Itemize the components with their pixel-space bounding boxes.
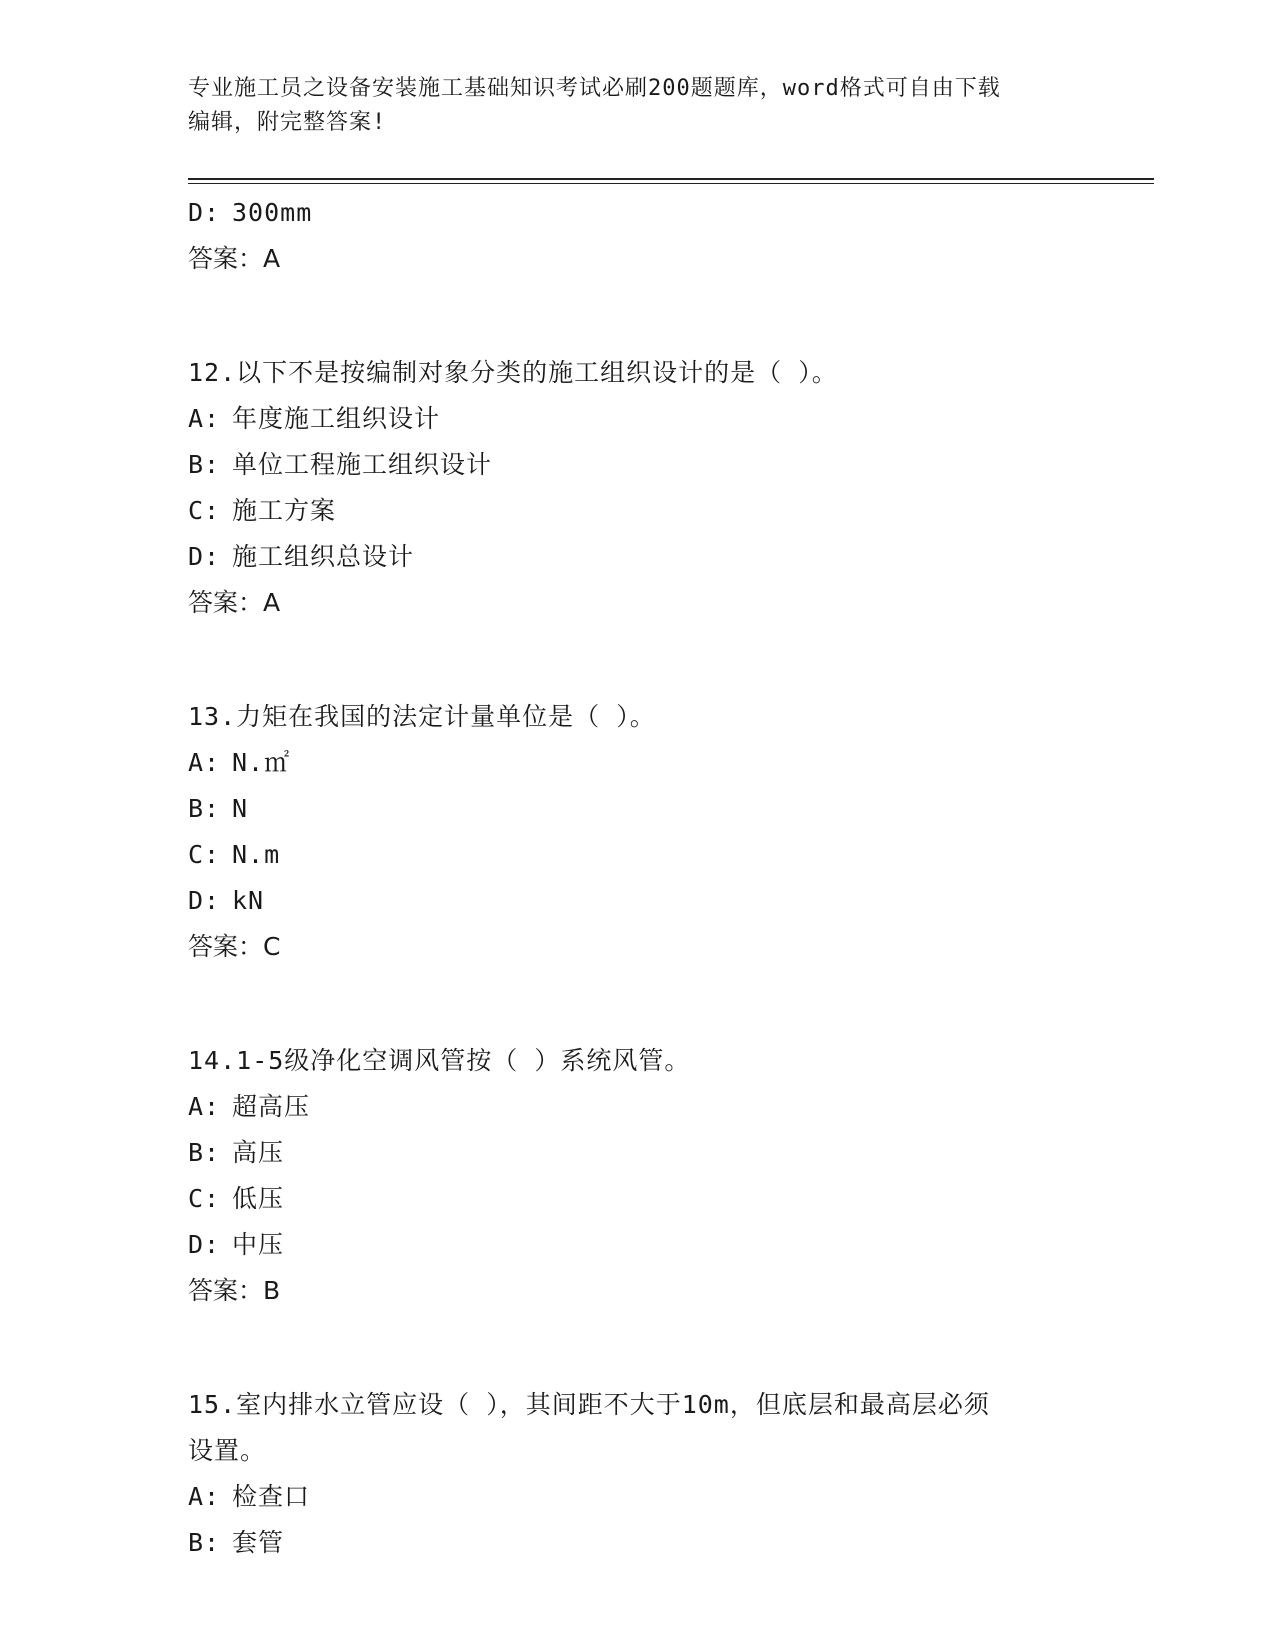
- prev-option-d: [188, 190, 1088, 236]
- option-c: [188, 832, 1088, 878]
- option-text: 年度施工组织设计: [232, 404, 441, 433]
- option-d: [188, 534, 1088, 580]
- option-text: 施工方案: [232, 496, 337, 525]
- option-text: 低压: [232, 1184, 285, 1213]
- option-a: [188, 740, 1088, 786]
- option-b: [188, 786, 1088, 832]
- question-stem: 14.1-5级净化空调风管按（ ）系统风管。: [188, 1046, 691, 1075]
- header-line-2: 编辑，附完整答案!: [188, 110, 387, 135]
- option-c: [188, 1176, 1088, 1222]
- option-text: 中压: [232, 1230, 285, 1259]
- option-letter: A:: [188, 1092, 221, 1121]
- question-stem: 13.力矩在我国的法定计量单位是（ ）。: [188, 702, 656, 731]
- option-letter: B:: [188, 450, 221, 479]
- option-b: [188, 442, 1088, 488]
- option-letter: A:: [188, 1482, 221, 1511]
- option-a: [188, 1084, 1088, 1130]
- option-letter: A:: [188, 748, 221, 777]
- question-13: [188, 694, 1088, 970]
- option-c: [188, 488, 1088, 534]
- option-text: 超高压: [232, 1092, 311, 1121]
- option-letter: D:: [188, 198, 221, 227]
- option-a: [188, 1474, 1088, 1520]
- option-letter: A:: [188, 404, 221, 433]
- option-letter: D:: [188, 1230, 221, 1259]
- option-letter: C:: [188, 840, 221, 869]
- answer: 答案：C: [188, 932, 281, 961]
- option-text: N.m: [232, 840, 281, 869]
- option-text: 施工组织总设计: [232, 542, 415, 571]
- option-letter: D:: [188, 886, 221, 915]
- option-text: 单位工程施工组织设计: [232, 450, 493, 479]
- question-14: [188, 1038, 1088, 1314]
- question-stem-line-1: 15.室内排水立管应设（ ），其间距不大于10m，但底层和最高层必须: [188, 1390, 990, 1419]
- option-d: [188, 878, 1088, 924]
- header-line-1: 专业施工员之设备安装施工基础知识考试必刷200题题库，word格式可自由下载: [188, 76, 1001, 101]
- option-text: 高压: [232, 1138, 285, 1167]
- question-stem: 12.以下不是按编制对象分类的施工组织设计的是（ ）。: [188, 358, 838, 387]
- option-text: kN: [232, 886, 265, 915]
- option-b: [188, 1130, 1088, 1176]
- header-rule-thick: [188, 178, 1154, 180]
- prev-answer: 答案：A: [188, 244, 281, 273]
- option-text: N: [232, 794, 249, 823]
- question-list: [188, 190, 1088, 1566]
- document-header: [188, 72, 1088, 140]
- option-letter: B:: [188, 1528, 221, 1557]
- question-15: [188, 1382, 1088, 1566]
- option-letter: D:: [188, 542, 221, 571]
- option-a: [188, 396, 1088, 442]
- option-text: 300mm: [232, 198, 313, 227]
- header-rule-thin: [188, 183, 1154, 184]
- option-d: [188, 1222, 1088, 1268]
- question-12: [188, 350, 1088, 626]
- option-text: 检查口: [232, 1482, 311, 1511]
- option-text: 套管: [232, 1528, 285, 1557]
- option-letter: B:: [188, 1138, 221, 1167]
- option-letter: C:: [188, 496, 221, 525]
- question-stem-line-2: 设置。: [188, 1436, 267, 1465]
- answer: 答案：A: [188, 588, 281, 617]
- option-letter: C:: [188, 1184, 221, 1213]
- option-b: [188, 1520, 1088, 1566]
- option-text: N.㎡: [232, 748, 291, 777]
- option-letter: B:: [188, 794, 221, 823]
- answer: 答案：B: [188, 1276, 281, 1305]
